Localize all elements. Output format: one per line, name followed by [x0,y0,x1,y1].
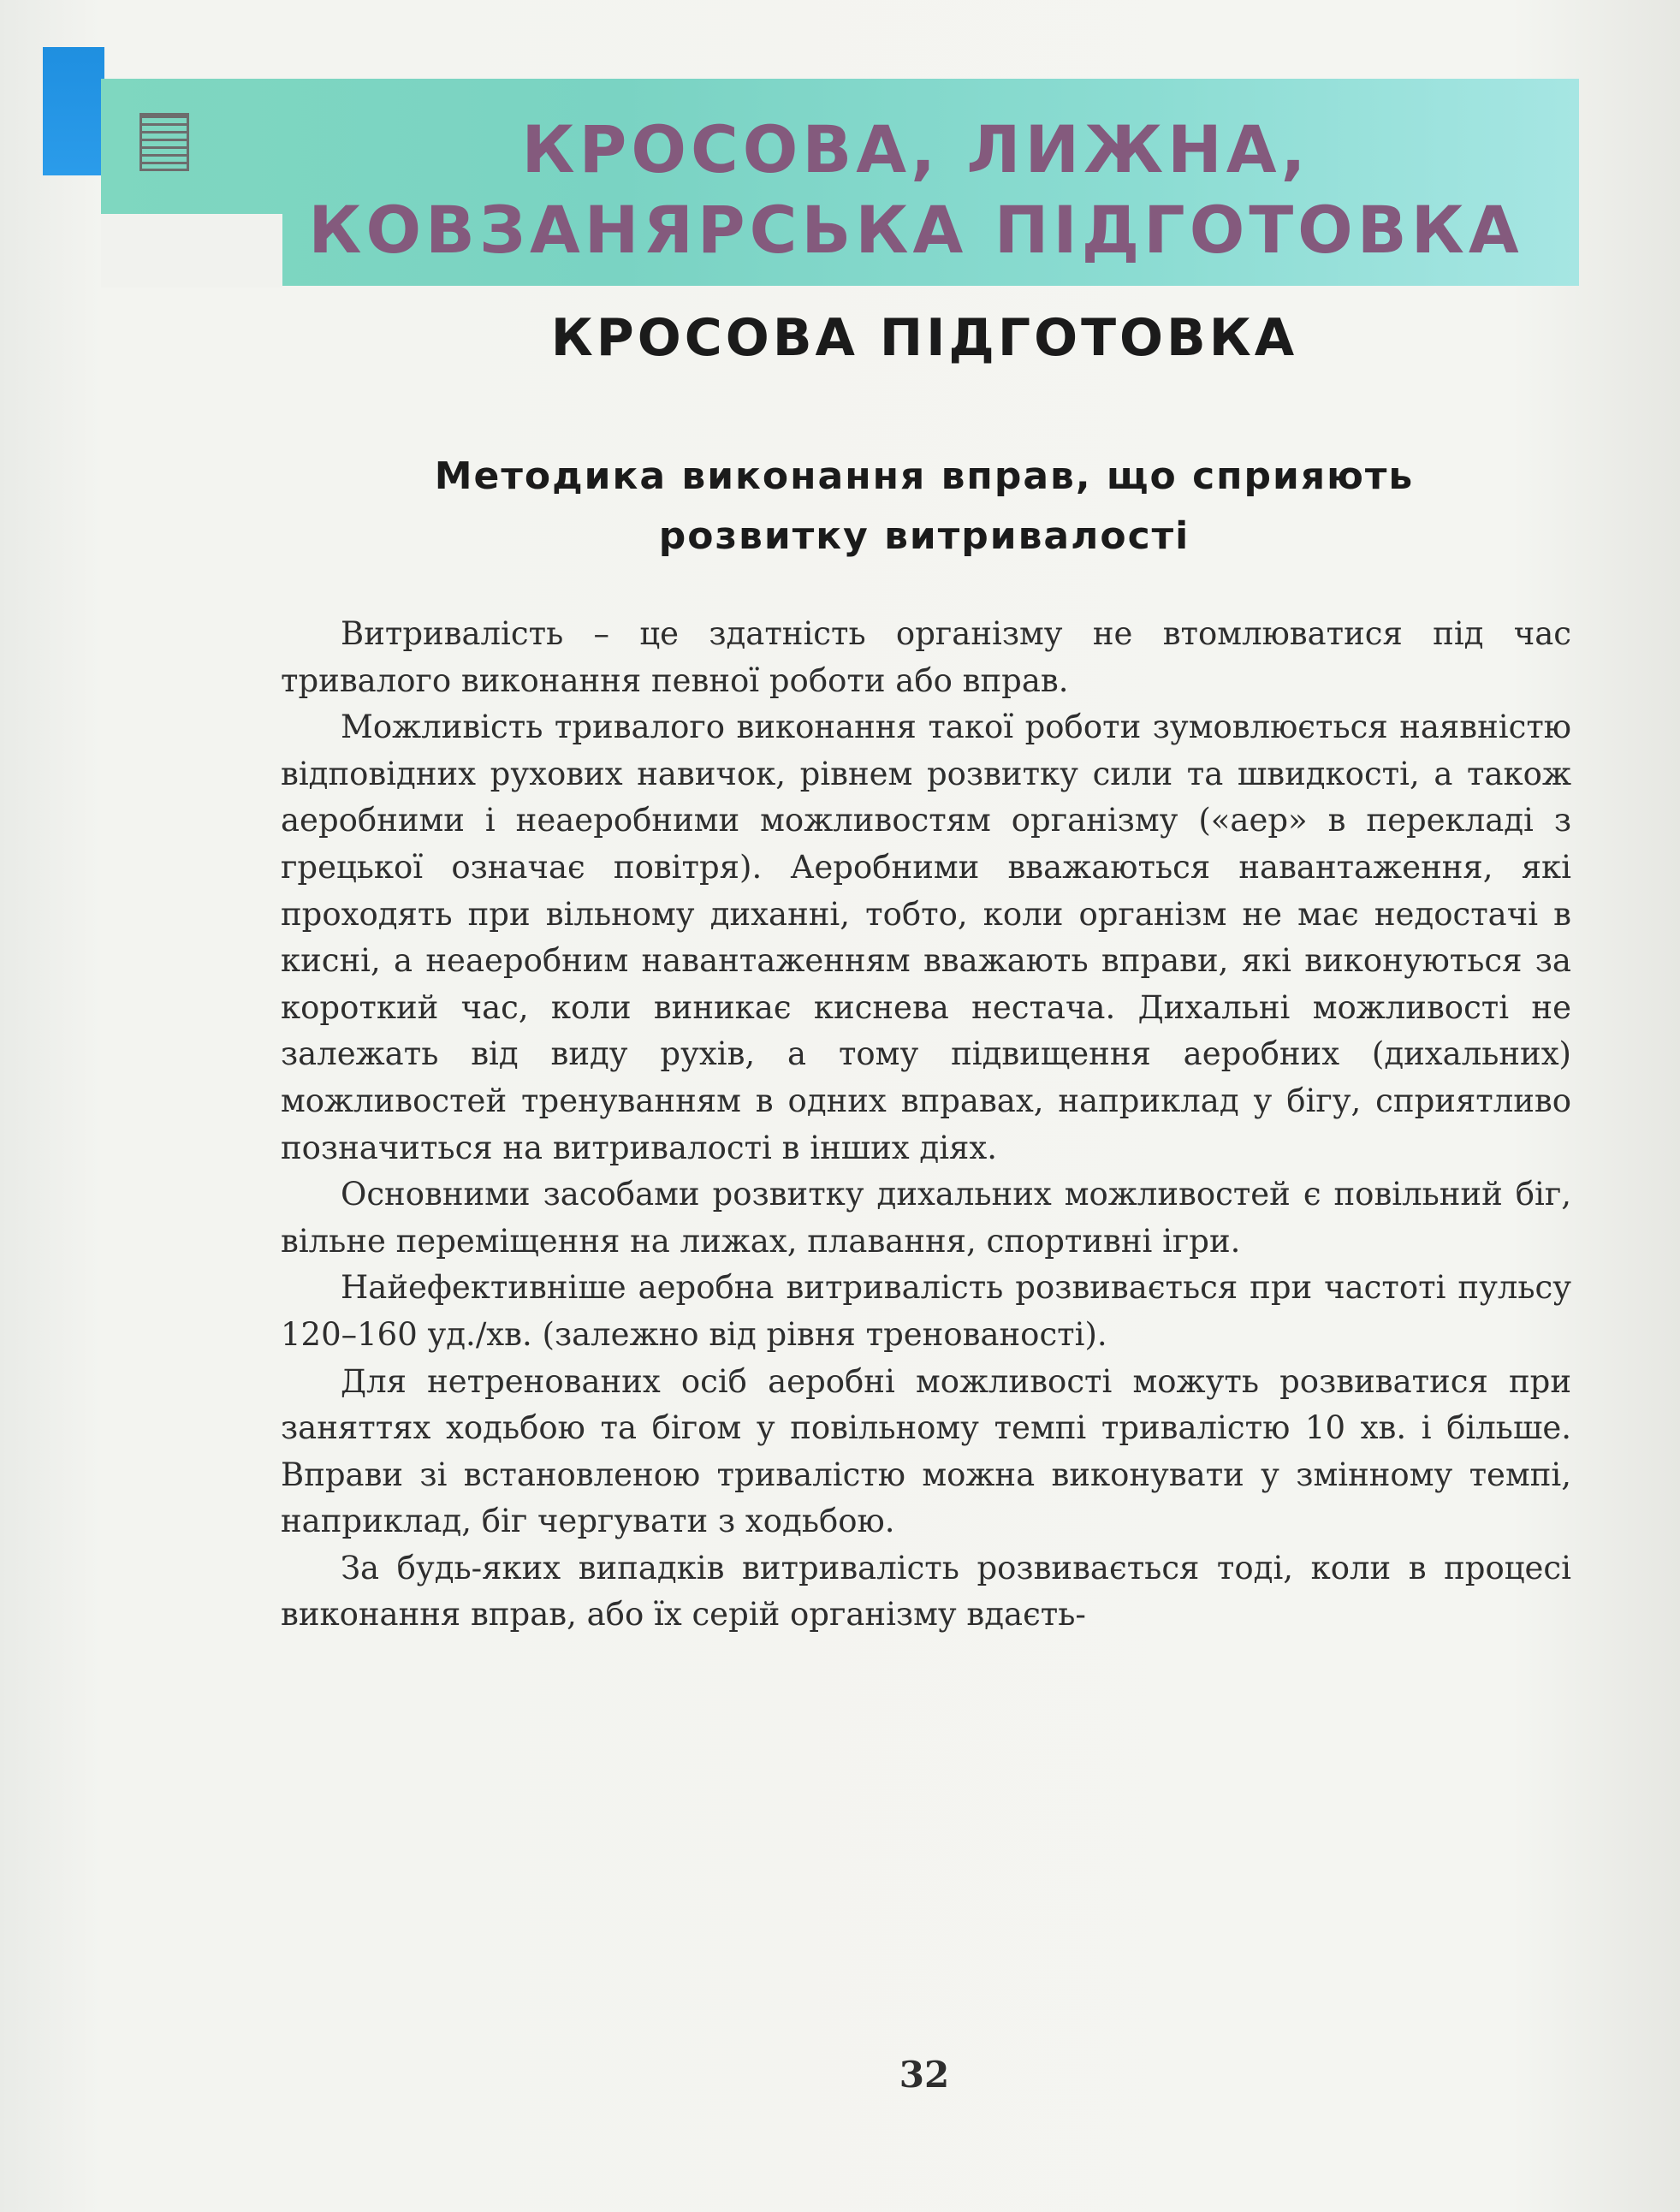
paragraph: Найефективніше аеробна витривалість розвивається при частоті пульсу 120–160 уд./хв. (залежно від рівня тренованості). [281,1269,1571,1353]
chapter-title-line-2: КОВЗАНЯРСЬКА ПІДГОТОВКА [308,192,1523,268]
section-subtitle [282,447,1566,566]
chapter-title-line-1: КРОСОВА, ЛИЖНА, [521,111,1310,187]
page-number: 32 [899,2054,950,2096]
paragraph: За будь-яких випадків витривалість розвивається тоді, коли в процесі виконання вправ, або їх серій організму вдаєть- [281,1549,1571,1634]
paragraph: Для нетренованих осіб аеробні можливості можуть розвиватися при заняттях ходьбою та бігом у повільному темпі тривалістю 10 хв. і більше. Вправи зі встановленою тривалістю можна виконувати у змінному темпі, наприклад, біг чергувати з ходьбою. [281,1362,1571,1540]
body-text [281,611,1571,1639]
banner-notch [101,214,282,288]
subtitle-line-1: Методика виконання вправ, що сприяють [434,454,1415,498]
chapter-title [257,110,1575,270]
document-lines-icon [140,113,189,171]
paragraph: Можливість тривалого виконання такої роботи зумовлюється наявністю відповідних рухових навичок, рівнем розвитку сили та швидкості, а також аеробними і неаеробними можливостям організму («аер» в перекладі з грецької означає повітря). Аеробними вважаються навантаження, які проходять при вільному диханні, тобто, коли організм не має недостачі в кисні, а неаеробним навантаженням вважають вправи, які виконуються за короткий час, коли виникає киснева нестача. Дихальні можливості не залежать від виду рухів, а тому підвищення аеробних (дихальних) можливостей тренуванням в одних вправах, наприклад у бігу, сприятливо позначиться на витривалості в інших діях. [281,709,1571,1166]
paragraph: Основними засобами розвитку дихальних можливостей є повільний біг, вільне переміщення на лижах, плавання, спортивні ігри. [281,1176,1571,1260]
subtitle-line-2: розвитку витривалості [658,514,1190,558]
chapter-tab-marker [43,47,104,175]
paragraph: Витривалість – це здатність організму не втомлюватися під час тривалого виконання певної роботи або вправ. [281,615,1571,699]
section-title: КРОСОВА ПІДГОТОВКА [550,308,1298,368]
